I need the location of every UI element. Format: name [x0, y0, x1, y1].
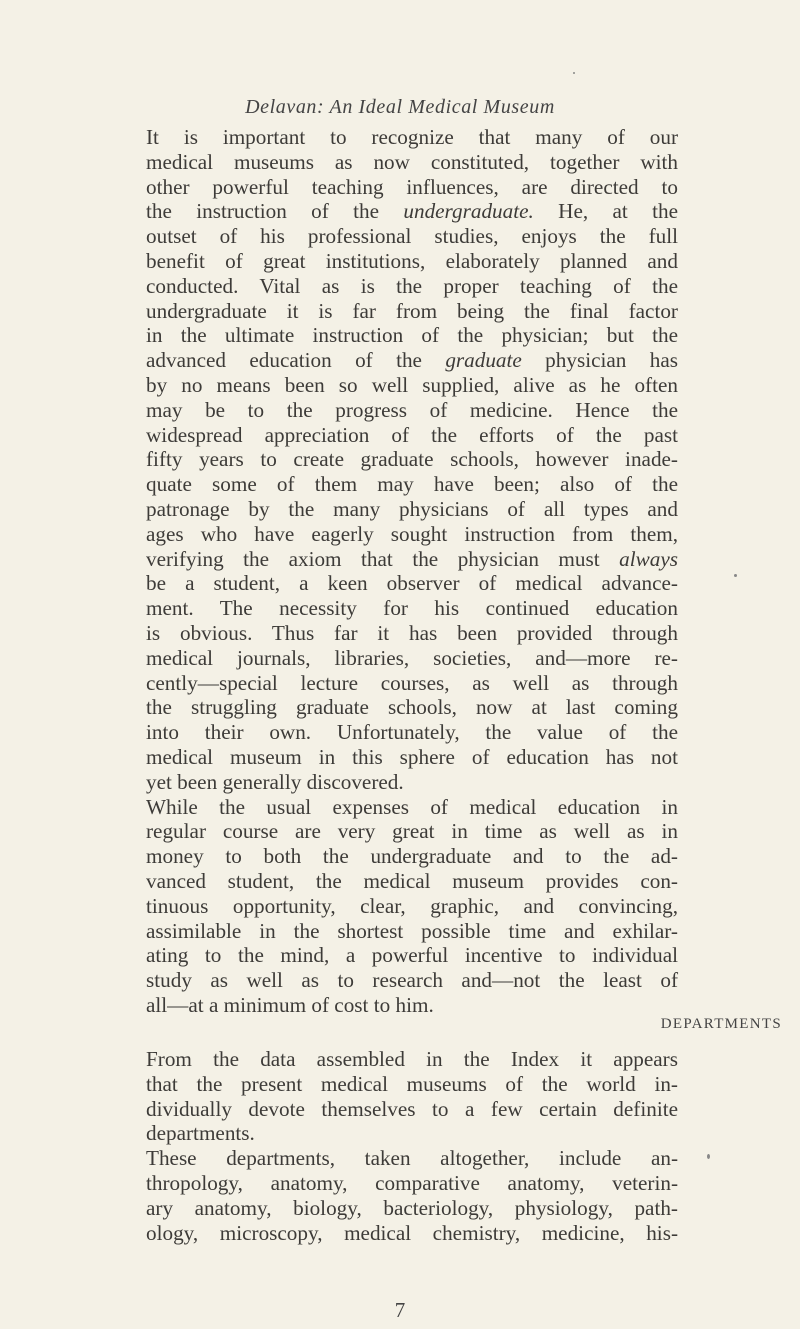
page-number: 7: [394, 1298, 406, 1322]
paper-speck: [707, 1154, 710, 1159]
text-line: by no means been so well supplied, alive as he often: [146, 372, 678, 397]
text-line: yet been generally discovered.: [146, 769, 404, 794]
section-heading: DEPARTMENTS: [660, 1016, 782, 1032]
text-line: thropology, anatomy, comparative anatomy, veterin-: [146, 1170, 678, 1195]
text-line: tinuous opportunity, clear, graphic, and convincing,: [146, 893, 678, 918]
text-line: in the ultimate instruction of the physician; but the: [146, 323, 678, 348]
text-line: widespread appreciation of the efforts of the past: [146, 422, 678, 447]
text-line: may be to the progress of medicine. Hence the: [146, 397, 678, 422]
text-line: ology, microscopy, medical chemistry, medicine, his-: [146, 1220, 678, 1245]
text-line: all—at a minimum of cost to him.: [146, 992, 434, 1017]
text-line: fifty years to create graduate schools, however inade-: [146, 447, 678, 472]
text-line: that the present medical museums of the world in-: [146, 1071, 678, 1096]
text-line: outset of his professional studies, enjoys the full: [146, 224, 678, 249]
text-line: vanced student, the medical museum provides con-: [146, 868, 678, 893]
text-line: ment. The necessity for his continued education: [146, 596, 678, 621]
text-line: the struggling graduate schools, now at last coming: [146, 695, 678, 720]
text-line: patronage by the many physicians of all types and: [146, 496, 678, 521]
text-line: undergraduate it is far from being the final factor: [146, 298, 678, 323]
text-line: It is important to recognize that many of our: [146, 125, 678, 149]
paragraph-3: [146, 1047, 678, 1245]
text-line: medical journals, libraries, societies, and—more re-: [146, 645, 678, 670]
text-line: departments.: [146, 1121, 255, 1146]
text-line: cently—special lecture courses, as well as through: [146, 670, 678, 695]
paragraph-1: [146, 125, 678, 1018]
text-line: be a student, a keen observer of medical advance-: [146, 571, 678, 596]
text-line: money to both the undergraduate and to the ad-: [146, 844, 678, 869]
text-line: other powerful teaching influences, are directed to: [146, 174, 678, 199]
text-line: medical museum in this sphere of education has not: [146, 744, 678, 769]
text-line: into their own. Unfortunately, the value of the: [146, 720, 678, 745]
running-head: Delavan: An Ideal Medical Museum: [245, 96, 555, 118]
text-line: ages who have eagerly sought instruction from them,: [146, 521, 678, 546]
text-line: quate some of them may have been; also of the: [146, 472, 678, 497]
paper-speck: [573, 72, 575, 74]
text-line: study as well as to research and—not the least of: [146, 968, 678, 993]
text-line: the instruction of the undergraduate. He, at the: [146, 199, 678, 224]
text-line: ating to the mind, a powerful incentive to individual: [146, 943, 678, 968]
paper-speck: [734, 574, 737, 577]
text-line: ary anatomy, biology, bacteriology, physiology, path-: [146, 1195, 678, 1220]
text-line: From the data assembled in the Index it appears: [146, 1047, 678, 1071]
text-line: medical museums as now constituted, together with: [146, 149, 678, 174]
text-line: dividually devote themselves to a few certain definite: [146, 1096, 678, 1121]
text-line: These departments, taken altogether, include an-: [146, 1146, 678, 1171]
text-line: advanced education of the graduate physician has: [146, 348, 678, 373]
text-line: verifying the axiom that the physician must always: [146, 546, 678, 571]
text-line: is obvious. Thus far it has been provided through: [146, 620, 678, 645]
text-line: assimilable in the shortest possible time and exhilar-: [146, 918, 678, 943]
text-line: conducted. Vital as is the proper teaching of the: [146, 273, 678, 298]
text-line: While the usual expenses of medical education in: [146, 794, 678, 819]
text-line: regular course are very great in time as well as in: [146, 819, 678, 844]
text-line: benefit of great institutions, elaborately planned and: [146, 248, 678, 273]
